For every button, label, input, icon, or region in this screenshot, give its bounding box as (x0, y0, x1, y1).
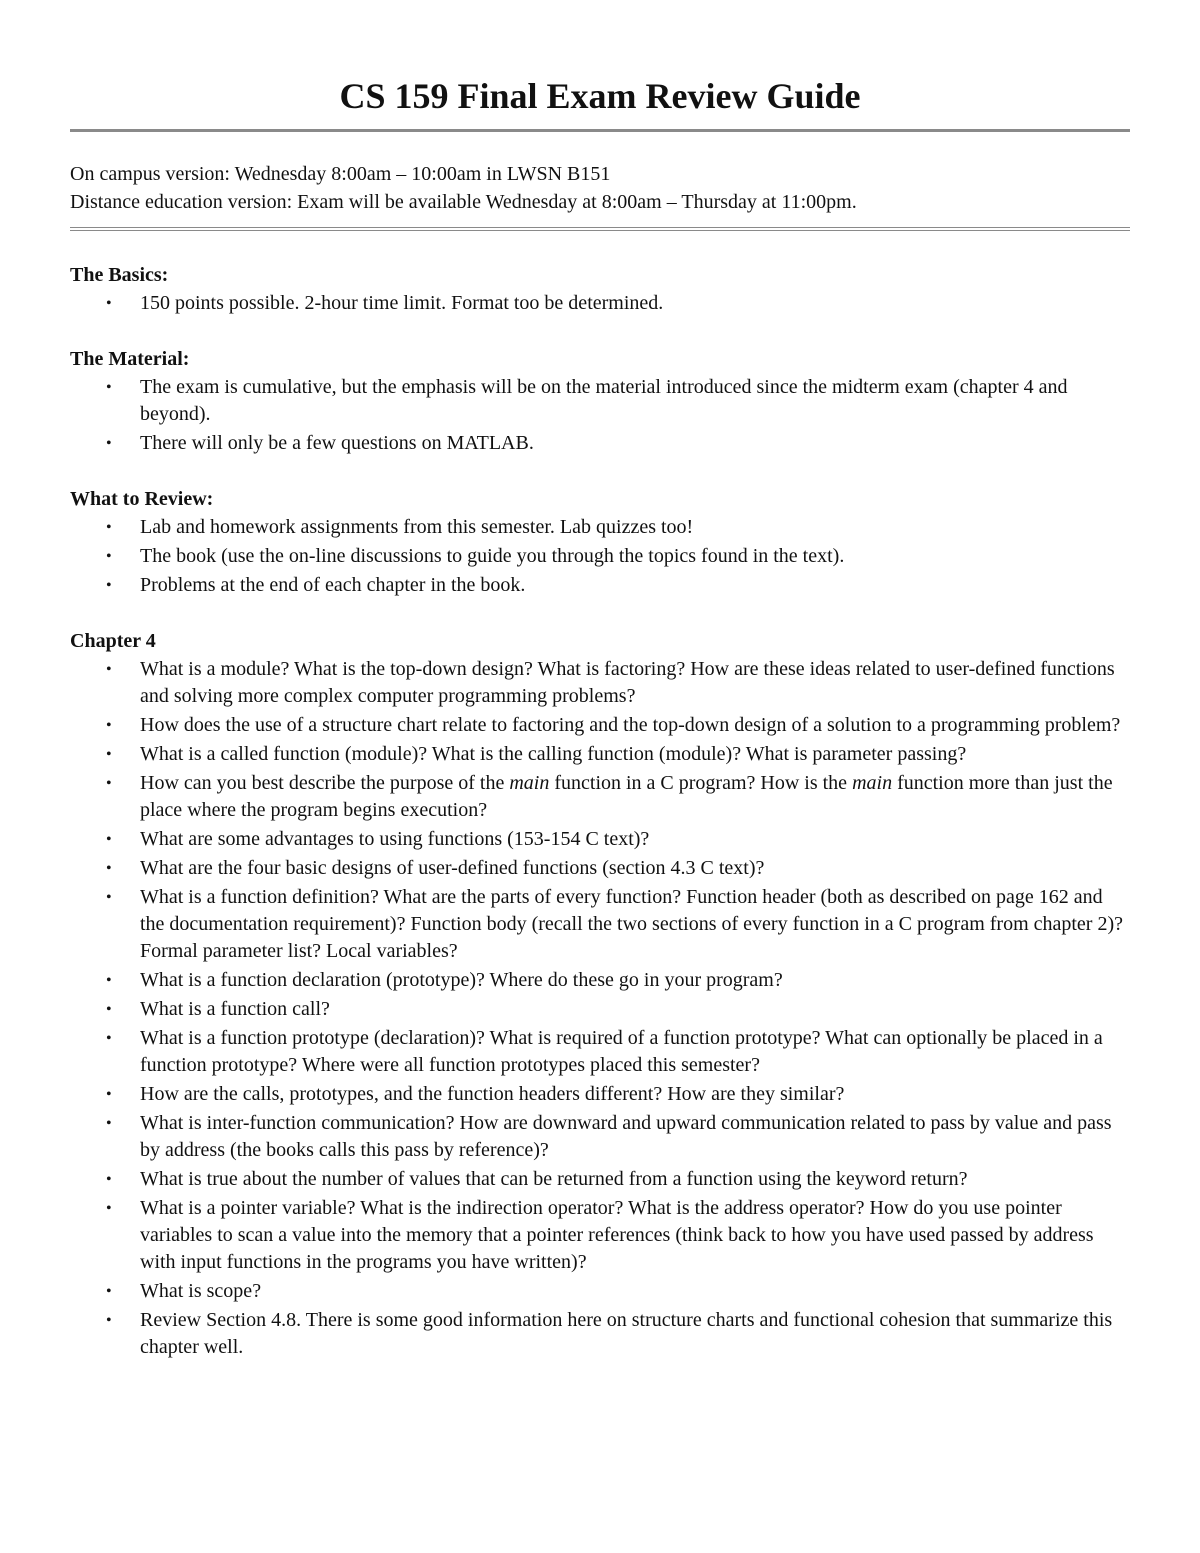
page-title: CS 159 Final Exam Review Guide (339, 76, 861, 116)
title-divider (70, 129, 1130, 132)
bullet-icon: • (106, 435, 112, 452)
list-item: • What are some advantages to using functions (153-154 C text)? (70, 826, 1130, 853)
list-item: • 150 points possible. 2-hour time limit. Format too be determined. (70, 290, 1130, 317)
bullet-icon: • (106, 661, 112, 678)
bullet-icon: • (106, 577, 112, 594)
list-item: • What is a pointer variable? What is the indirection operator? What is the address operator? How do you use pointer variables to scan a value into the memory that a pointer references (think back to how you have used passed by address with input functions in the programs you have written)? (106, 1197, 1094, 1273)
bullet-icon: • (106, 379, 112, 396)
bullet-icon: • (106, 295, 112, 312)
bullet-icon: • (106, 1115, 112, 1132)
list-item: • What is a module? What is the top-down design? What is factoring? How are these ideas related to user-defined functions and solving more complex computer programming problems? (106, 658, 1115, 707)
document-page (70, 72, 1130, 1361)
section-heading: The Basics: (70, 264, 169, 286)
bullet-icon: • (106, 519, 112, 536)
list-item: • The book (use the on-line discussions to guide you through the topics found in the text). (70, 543, 1130, 570)
bullet-icon: • (106, 548, 112, 565)
list-item: • What is a function prototype (declaration)? What is required of a function prototype? What can optionally be placed in a function prototype? Where were all function prototypes placed this semester? (106, 1027, 1103, 1076)
section-heading: What to Review: (70, 488, 214, 510)
bullet-icon: • (106, 775, 112, 792)
emphasis-main: main (509, 772, 550, 794)
list-item: • The exam is cumulative, but the emphasis will be on the material introduced since the midterm exam (chapter 4 and beyond). (106, 376, 1068, 425)
on-campus-info: On campus version: Wednesday 8:00am – 10:00am in LWSN B151 (70, 163, 611, 185)
bullet-icon: • (106, 717, 112, 734)
bullet-icon: • (106, 1001, 112, 1018)
list-item: • Problems at the end of each chapter in the book. (70, 572, 1130, 599)
distance-info: Distance education version: Exam will be available Wednesday at 8:00am – Thursday at 11:00pm. (70, 191, 857, 213)
exam-schedule (70, 160, 1130, 216)
bullet-icon: • (106, 831, 112, 848)
emphasis-main: main (852, 772, 893, 794)
list-item: • There will only be a few questions on MATLAB. (70, 430, 1130, 457)
bullet-icon: • (106, 1171, 112, 1188)
section-chapter-4 (70, 627, 1130, 1361)
list-item: • What is inter-function communication? How are downward and upward communication related to pass by value and pass by address (the books calls this pass by reference)? (106, 1112, 1112, 1161)
section-heading: Chapter 4 (70, 630, 156, 652)
section-material (70, 345, 1130, 457)
bullet-icon: • (106, 1312, 112, 1329)
bullet-icon: • (106, 1030, 112, 1047)
list-item: • What is a called function (module)? What is the calling function (module)? What is parameter passing? (70, 741, 1130, 768)
list-item: • How are the calls, prototypes, and the function headers different? How are they similar? (70, 1081, 1130, 1108)
bullet-icon: • (106, 972, 112, 989)
list-item: • What is a function declaration (prototype)? Where do these go in your program? (70, 967, 1130, 994)
schedule-divider (70, 227, 1130, 231)
list-item: • What are the four basic designs of user-defined functions (section 4.3 C text)? (70, 855, 1130, 882)
bullet-icon: • (106, 1200, 112, 1217)
list-item: • What is true about the number of values that can be returned from a function using the keyword return? (70, 1166, 1130, 1193)
section-what-to-review (70, 485, 1130, 599)
bullet-icon: • (106, 860, 112, 877)
list-item: • What is a function call? (70, 996, 1130, 1023)
bullet-icon: • (106, 889, 112, 906)
bullet-icon: • (106, 746, 112, 763)
list-item: • Lab and homework assignments from this semester. Lab quizzes too! (70, 514, 1130, 541)
list-item: • Review Section 4.8. There is some good information here on structure charts and functional cohesion that summarize this chapter well. (106, 1309, 1113, 1358)
list-item: • What is scope? (70, 1278, 1130, 1305)
list-item: • What is a function definition? What are the parts of every function? Function header (both as described on page 162 and the documentation requirement)? Function body (recall the two sections of every function in a C program from chapter 2)? Formal parameter list? Local variables? (106, 886, 1124, 962)
bullet-icon: • (106, 1086, 112, 1103)
list-item: • How does the use of a structure chart relate to factoring and the top-down design of a solution to a programming problem? (70, 712, 1130, 739)
list-item: • How can you best describe the purpose of the main function in a C program? How is the main function more than just the place where the program begins execution? (106, 772, 1113, 821)
bullet-icon: • (106, 1283, 112, 1300)
section-heading: The Material: (70, 348, 190, 370)
section-basics (70, 261, 1130, 317)
